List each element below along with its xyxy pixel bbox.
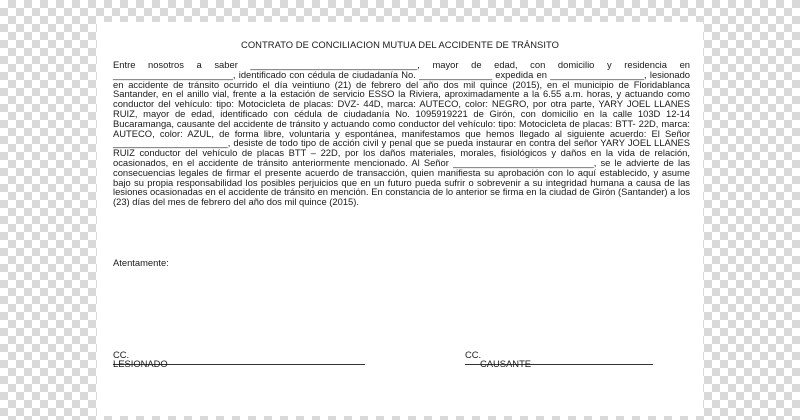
closing-salutation: Atentamente:: [113, 257, 169, 268]
document-page: [97, 22, 703, 416]
signature-role-lesionado: LESIONADO: [113, 358, 168, 369]
document-body: [113, 60, 690, 207]
document-title: CONTRATO DE CONCILIACION MUTUA DEL ACCIDENTE DE TRÁNSITO: [241, 39, 559, 50]
agreement-paragraph: Entre nosotros a saber ________________________________, mayor de edad, con domicilio y residencia en _______________________, identificado con cédula de ciudadanía No. ______________ expedida en __________________, lesionado en accidente de tránsito ocurrido el día veintiuno (21) de febrero del año dos mil quince (2015), en el municipio de Floridablanca Santander, en el anillo vial, frente a la estación de servicio ESSO la Riviera, aproximadamente a la 6.55 a.m. horas, y actuando como conductor del vehículo: tipo: Motocicleta de placas: DVZ- 44D, marca: AUTECO, color: NEGRO, por otra parte, YARY JOEL LLANES RUIZ, mayor de edad, identificado con cédula de ciudadanía No. 1095919221 de Girón, con domicilio en la calle 103D 12-14 Bucaramanga, causante del accidente de tránsito y actuando como conductor del vehículo: tipo: Motocicleta de placas: BTT- 22D, marca: AUTECO, color: AZUL, de forma libre, voluntaria y espontánea, manifestamos que hemos llegado al siguiente acuerdo: El Señor ______________________, desiste de todo tipo de acción civil y penal que se pueda instaurar en contra del señor YARY JOEL LLANES RUIZ conductor del vehículo de placas BTT – 22D, por los daños materiales, morales, fisiológicos y daños en la vida de relación, ocasionados, en el accidente de tránsito anteriormente mencionado. Al Señor ___________________________, se le advierte de las consecuencias legales de firmar el presente acuerdo de transacción, quien manifiesta su aprobación con lo aquí establecido, y asume bajo su propia responsabilidad los posibles perjuicios que en un futuro pueda sufrir o sobrevenir a su integridad humana a causa de las lesiones ocasionadas en el accidente de tránsito en mención. En constancia de lo anterior se firma en la ciudad de Girón (Santander) a los (23) días del mes de febrero del año dos mil quince (2015).: [113, 59, 690, 208]
signature-cc-causante: CC.: [465, 349, 482, 360]
signature-cc-lesionado: CC.: [113, 349, 130, 360]
signature-role-causante: CAUSANTE: [480, 358, 532, 369]
